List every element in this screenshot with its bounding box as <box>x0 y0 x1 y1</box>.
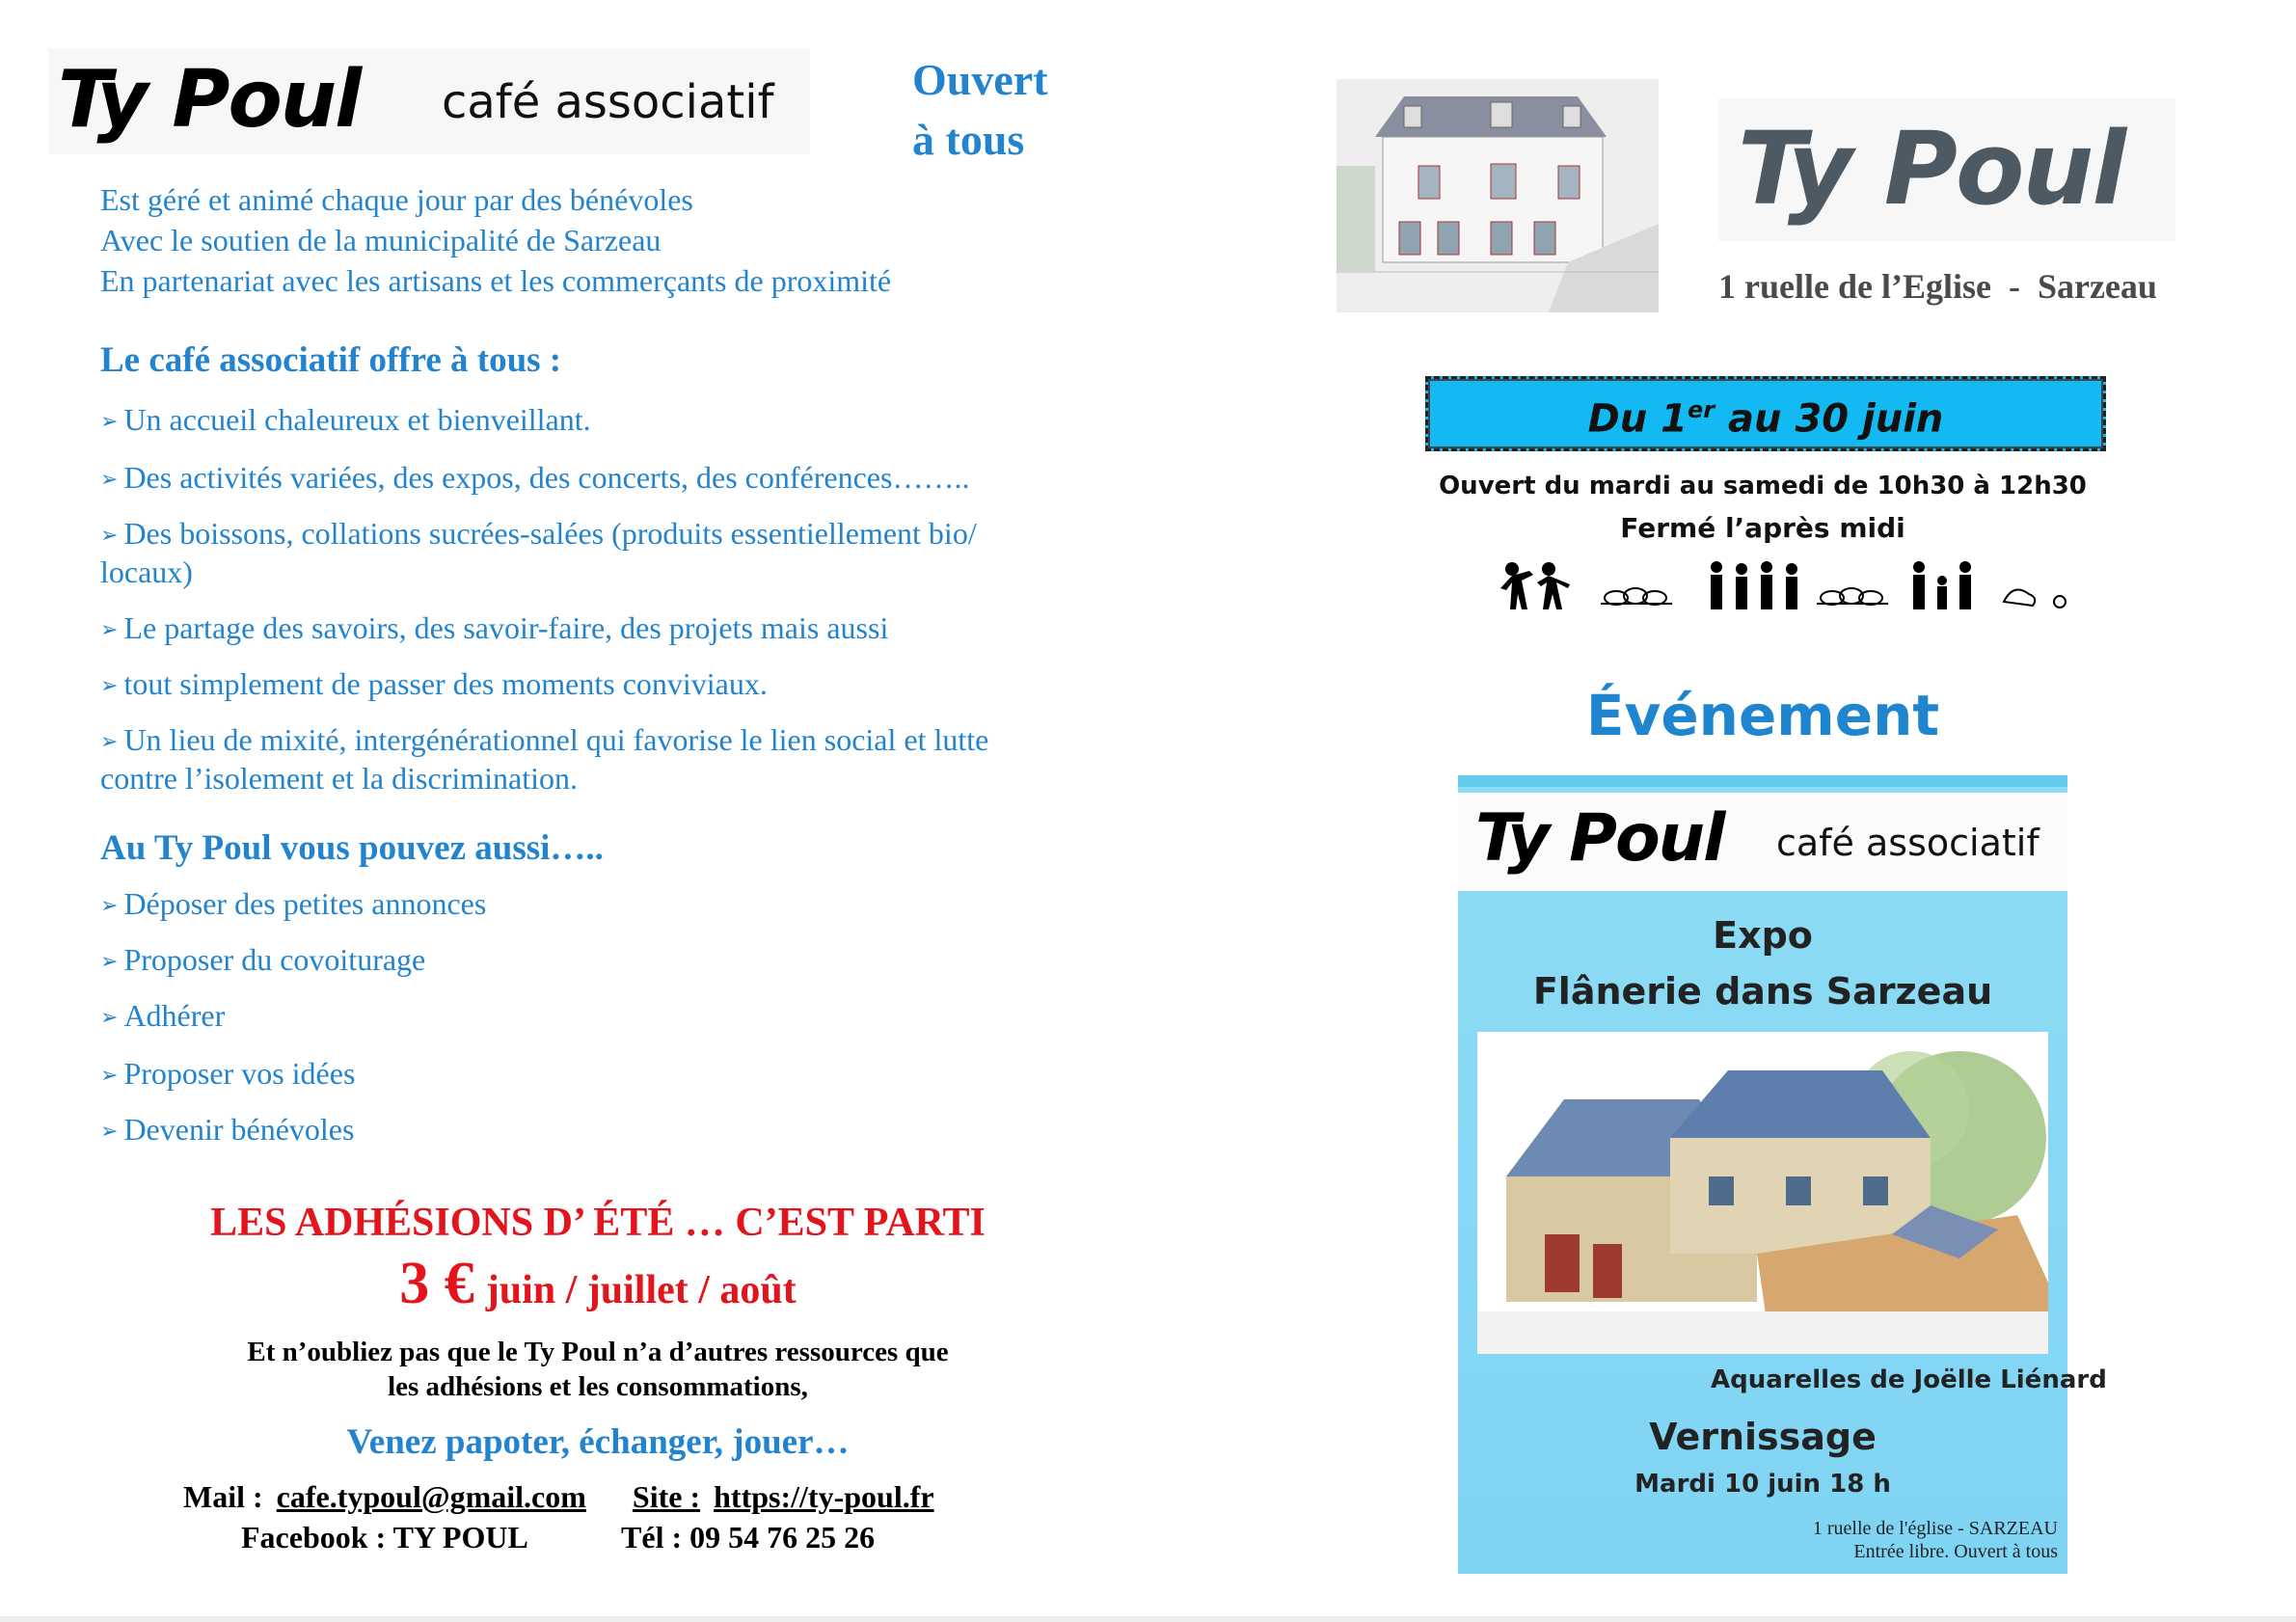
arrow-bullet-icon: ➢ <box>100 673 119 697</box>
membership-price: 3 € <box>399 1251 474 1316</box>
bird-icon <box>2004 590 2066 608</box>
arrow-bullet-icon: ➢ <box>100 523 119 547</box>
site-label: Site : <box>632 1479 701 1514</box>
poster-logo <box>1458 793 2067 891</box>
parents-child-icon <box>1913 561 1971 609</box>
family-icon <box>1711 561 1797 609</box>
offer-item: ➢ Un lieu de mixité, intergénérationnel qui favorise le lien social et lutte <box>100 722 989 757</box>
membership-title: LES ADHÉSIONS D’ ÉTÉ … C’EST PARTI <box>210 1201 986 1245</box>
offer-item: ➢ Le partage des savoirs, des savoir-faire, des projets mais aussi <box>100 610 889 645</box>
arrow-bullet-icon: ➢ <box>100 949 119 973</box>
facebook-text: Facebook : TY POUL <box>241 1520 527 1554</box>
offer-heading: Le café associatif offre à tous : <box>100 340 562 380</box>
intro-line: En partenariat avec les artisans et les commerçants de proximité <box>100 263 892 298</box>
poster-logo-brand: Ty Poul <box>1475 800 1724 877</box>
arrow-bullet-icon: ➢ <box>100 1119 119 1143</box>
intro-text <box>100 179 1065 301</box>
event-title: Événement <box>1585 683 1940 748</box>
also-item: ➢ Proposer vos idées <box>100 1056 356 1091</box>
dancers-icon <box>1500 562 1570 609</box>
left-logo <box>48 48 810 154</box>
also-item: ➢ Déposer des petites annonces <box>100 886 487 921</box>
open-label-line-1: Ouvert <box>912 55 1048 104</box>
closed-afternoon: Fermé l’après midi <box>1620 512 1905 544</box>
open-label <box>912 50 1048 170</box>
reminder-line-2: les adhésions et les consommations, <box>388 1371 808 1402</box>
logo-tagline: café associatif <box>442 75 774 129</box>
poster-logo-tagline: café associatif <box>1776 822 2039 864</box>
mail-label: Mail : <box>183 1479 263 1514</box>
hours-block <box>1425 467 2100 550</box>
membership-block <box>87 1198 1109 1466</box>
right-logo <box>1718 98 2175 241</box>
opening-hours: Ouvert du mardi au samedi de 10h30 à 12h30 <box>1439 472 2087 500</box>
offer-item: ➢ Un accueil chaleureux et bienveillant. <box>100 402 591 437</box>
reminder-line-1: Et n’oubliez pas que le Ty Poul n’a d’autres ressources que <box>247 1337 949 1367</box>
right-logo-brand: Ty Poul <box>1738 110 2125 228</box>
also-item: ➢ Proposer du covoiturage <box>100 942 426 977</box>
event-poster <box>1458 775 2107 1574</box>
poster-vernissage-date: Mardi 10 juin 18 h <box>1634 1470 1891 1499</box>
offer-item: ➢ Des boissons, collations sucrées-salées (produits essentiellement bio/ <box>100 516 977 551</box>
arrow-bullet-icon: ➢ <box>100 409 119 433</box>
offer-item: ➢ tout simplement de passer des moments conviviaux. <box>100 666 768 701</box>
dates-banner <box>1425 376 2106 451</box>
slogan: Venez papoter, échanger, jouer… <box>346 1422 850 1462</box>
arrow-bullet-icon: ➢ <box>100 467 119 491</box>
arrow-bullet-icon: ➢ <box>100 893 119 917</box>
also-item: ➢ Adhérer <box>100 998 226 1033</box>
poster-entry: Entrée libre. Ouvert à tous <box>1853 1541 2058 1562</box>
poster-artist: Aquarelles de Joëlle Liénard <box>1711 1365 2107 1394</box>
dates-banner-text: Du 1er au 30 juin <box>1587 396 1944 442</box>
flowers-icon <box>1817 588 1888 605</box>
membership-period: juin / juillet / août <box>485 1268 797 1312</box>
also-item: ➢ Devenir bénévoles <box>100 1112 355 1147</box>
arrow-bullet-icon: ➢ <box>100 729 119 753</box>
address: 1 ruelle de l’Eglise - Sarzeau <box>1718 267 2157 306</box>
membership-price-line <box>87 1252 1109 1331</box>
phone-text: Tél : 09 54 76 25 26 <box>621 1520 876 1554</box>
poster-vernissage: Vernissage <box>1649 1416 1877 1458</box>
site-link[interactable]: https://ty-poul.fr <box>714 1479 934 1514</box>
open-label-line-2: à tous <box>912 115 1025 164</box>
contact-line-2 <box>183 1518 1051 1556</box>
arrow-bullet-icon: ➢ <box>100 1063 119 1087</box>
mail-link[interactable]: cafe.typoul@gmail.com <box>276 1479 586 1514</box>
flowers-icon <box>1601 588 1672 605</box>
poster-address: 1 ruelle de l'église - SARZEAU <box>1812 1518 2058 1539</box>
poster-expo-title: Flânerie dans Sarzeau <box>1532 970 1993 1013</box>
poster-expo: Expo <box>1713 914 1813 957</box>
offer-item-cont: locaux) <box>100 554 193 589</box>
intro-line: Avec le soutien de la municipalité de Sarzeau <box>100 223 662 257</box>
bottom-strip <box>0 1616 2296 1622</box>
decorative-figures <box>1493 559 2071 613</box>
offer-item: ➢ Des activités variées, des expos, des concerts, des conférences…….. <box>100 460 970 495</box>
house-illustration <box>1337 79 1659 312</box>
also-heading: Au Ty Poul vous pouvez aussi….. <box>100 828 604 868</box>
offer-item-cont: contre l’isolement et la discrimination. <box>100 761 578 796</box>
poster-watercolor <box>1477 1032 2048 1354</box>
contact-line-1 <box>183 1477 1051 1516</box>
arrow-bullet-icon: ➢ <box>100 1005 119 1029</box>
contact-block <box>183 1477 1051 1556</box>
intro-line: Est géré et animé chaque jour par des bénévoles <box>100 182 693 217</box>
arrow-bullet-icon: ➢ <box>100 617 119 641</box>
logo-brand: Ty Poul <box>58 54 361 146</box>
